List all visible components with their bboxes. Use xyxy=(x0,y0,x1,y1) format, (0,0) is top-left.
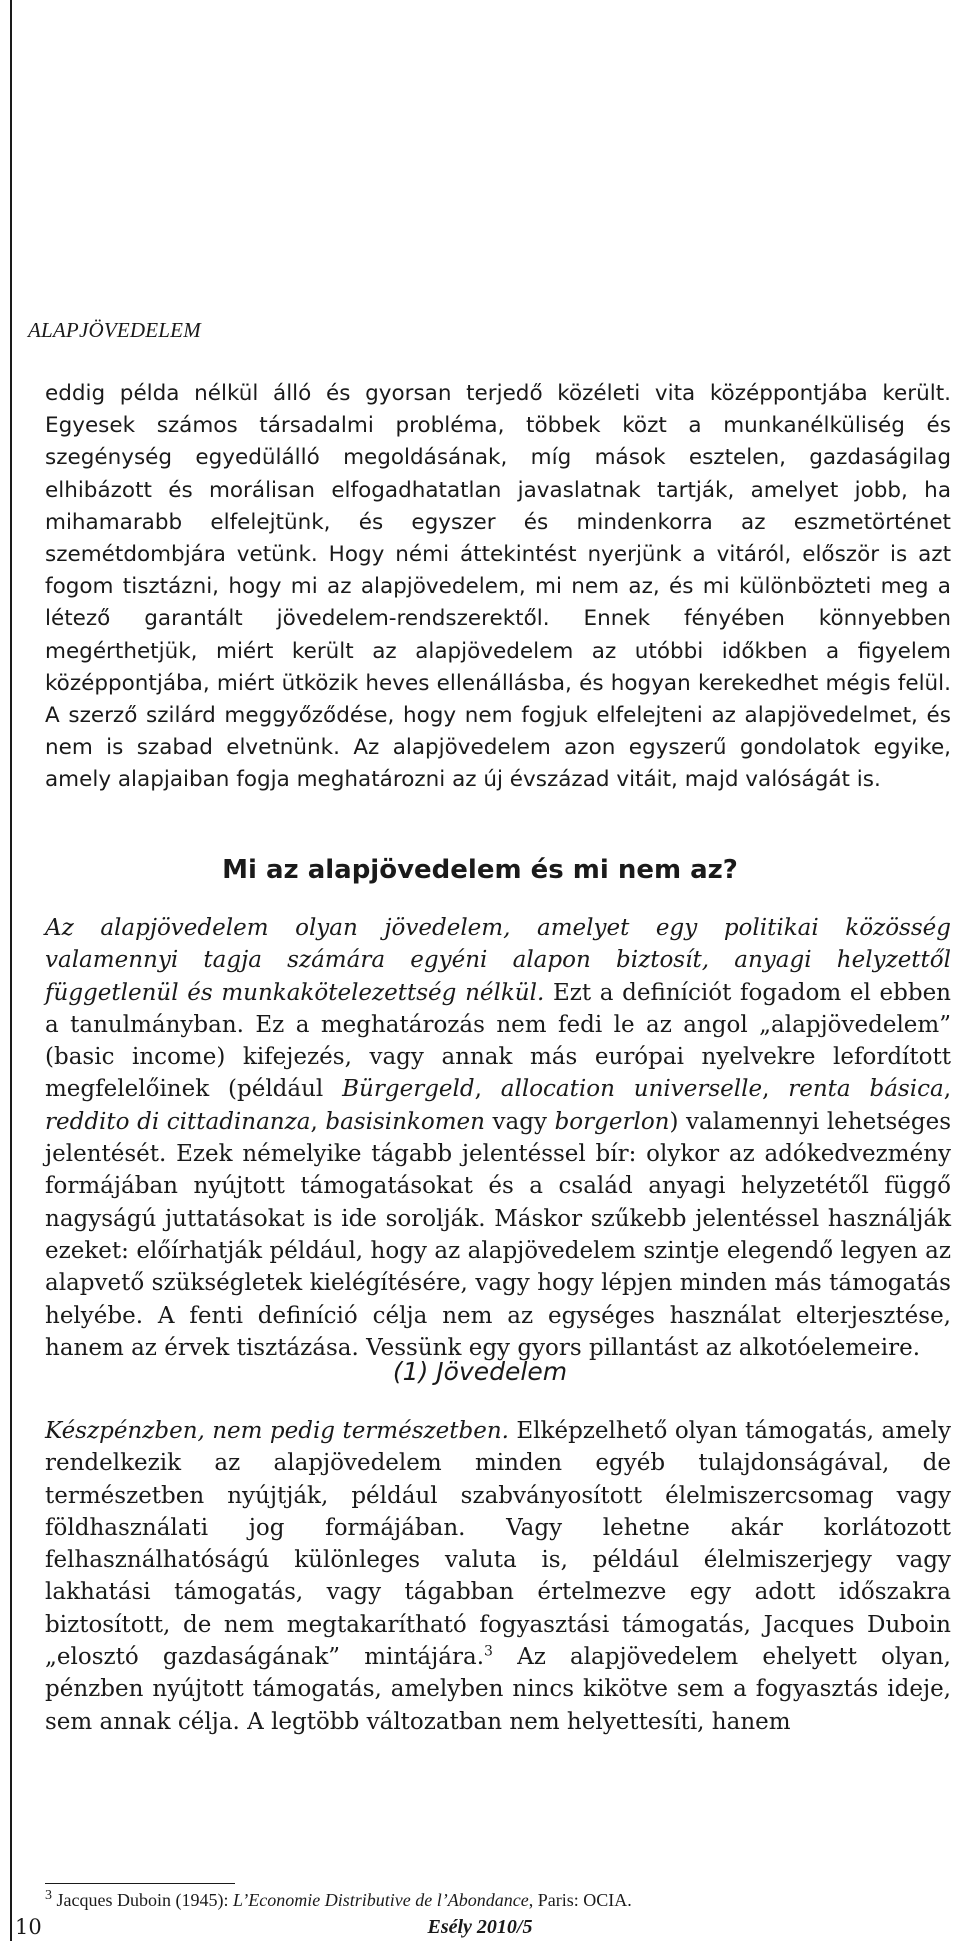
term-renta-basica: renta básica xyxy=(788,1076,944,1103)
text-run: , xyxy=(474,1076,501,1103)
income-paragraph xyxy=(45,1415,951,1738)
text-run: Ezt a definíciót fogadom el ebben a tanulmányban. Ez a meghatározás nem fedi le az angol „alapjövedelem” (basic income) kifejezés, vagy annak más európai nyelvekre lefordított megfelelőinek (például xyxy=(45,979,951,1103)
term-burgergeld: Bürgergeld xyxy=(342,1076,475,1103)
footnote xyxy=(45,1890,632,1911)
footnote-number: 3 xyxy=(45,1888,52,1903)
text-run: , xyxy=(310,1108,326,1135)
page-number: 10 xyxy=(15,1915,42,1939)
income-lead-italic: Készpénzben, nem pedig természetben. xyxy=(45,1418,509,1444)
section-heading: Mi az alapjövedelem és mi nem az? xyxy=(222,855,738,885)
subsection-heading: (1) Jövedelem xyxy=(392,1357,568,1386)
running-head: ALAPJÖVEDELEM xyxy=(28,318,201,342)
text-run: vagy xyxy=(484,1108,555,1135)
definition-italic: Az alapjövedelem olyan jövedelem, amelyet egy politikai közösség valamennyi tagja számára egyéni alapon biztosít, anyagi helyzettől függetlenül és munkakötelezettség nélkül. xyxy=(45,915,951,1006)
text-run: ) valamennyi lehetséges jelentését. Ezek némelyike tágabb jelentéssel bír: olykor az adókedvezmény formájában nyújtott támogatásokat és a család anyagi helyzetétől függő nagyságú juttatásokat is ide sorolják. Máskor szűkebb jelentéssel használják ezeket: előírhatják például, hogy az alapjövedelem szintje elegendő legyen az alapvető szükségletek kielégítésére, vagy hogy lépjen minden más támogatás helyébe. A fenti definíció célja nem az egységes használat elterjesztése, hanem az érvek tisztázása. Vessünk egy gyors pillantást az alkotóelemeire. xyxy=(45,1108,951,1361)
term-borgerlon: borgerlon xyxy=(554,1108,670,1135)
intro-paragraph: eddig példa nélkül álló és gyorsan terjedő közéleti vita középpontjába került. Egyesek számos társadalmi probléma, többek közt a munkanélküliség és szegénység egyedülálló megoldásának, míg mások esztelen, gazdaságilag elhibázott és morálisan elfogadhatatlan javaslatnak tartják, amelyet jobb, ha mihamarabb elfelejtünk, és egyszer és mindenkorra az eszmetörténet szemétdombjára vetünk. Hogy némi áttekintést nyerjünk a vitáról, először is azt fogom tisztázni, hogy mi az alapjövedelem, mi nem az, és mi különbözteti meg a létező garantált jövedelem-rendszerektől. Ennek fényében könnyebben megérthetjük, miért került az alapjövedelem az utóbbi időkben a figyelem középpontjába, miért ütközik heves ellenállásba, és hogyan kerekedhet mégis felül. A szerző szilárd meggyőződése, hogy nem fogjuk elfelejteni az alapjövedelmet, és nem is szabad elvetnünk. Az alapjövedelem azon egyszerű gondolatok egyike, amely alapjaiban fogja meghatározni az új évszázad vitáit, majd valóságát is. xyxy=(45,381,951,793)
footnote-title: L’Economie Distributive de l’Abondance xyxy=(232,1890,529,1910)
income-paragraph-block xyxy=(45,1415,951,1738)
text-run: Elképzelhető olyan támogatás, amely rendelkezik az alapjövedelem minden egyéb tulajdonságával, de természetben nyújtják, például szabványosított élelmiszercsomag vagy földhasználati jog formájában. Vagy lehetne akár korlátozott felhasználhatóságú különleges valuta is, például élelmiszerjegy vagy lakhatási támogatás, vagy tágabban értelmezve egy adott időszakra biztosított, de nem megtakarítható fogyasztási támogatás, Jacques Duboin „elosztó gazdaságának” mintájára. xyxy=(45,1418,951,1671)
definition-paragraph xyxy=(45,912,951,1364)
text-run: Az alapjövedelem ehelyett olyan, pénzben nyújtott támogatás, amelyben nincs kikötve sem a fogyasztás ideje, sem annak célja. A legtöbb változatban nem helyettesíti, hanem xyxy=(45,1644,951,1735)
footnote-text: , Paris: OCIA. xyxy=(528,1890,632,1910)
footnote-divider xyxy=(45,1883,235,1884)
text-run: , xyxy=(762,1076,789,1103)
intro-paragraph-block xyxy=(45,378,951,797)
definition-paragraph-block xyxy=(45,912,951,1364)
term-basisinkomen: basisinkomen xyxy=(325,1108,485,1135)
footnote-text: Jacques Duboin (1945): xyxy=(52,1890,233,1910)
left-margin-rule xyxy=(10,0,12,1941)
text-run: , xyxy=(943,1076,952,1103)
footnote-reference[interactable]: 3 xyxy=(484,1643,493,1660)
journal-name: Esély 2010/5 xyxy=(427,1916,533,1938)
term-reddito-di-cittadinanza: reddito di cittadinanza xyxy=(45,1108,311,1135)
term-allocation-universelle: allocation universelle xyxy=(500,1076,763,1103)
